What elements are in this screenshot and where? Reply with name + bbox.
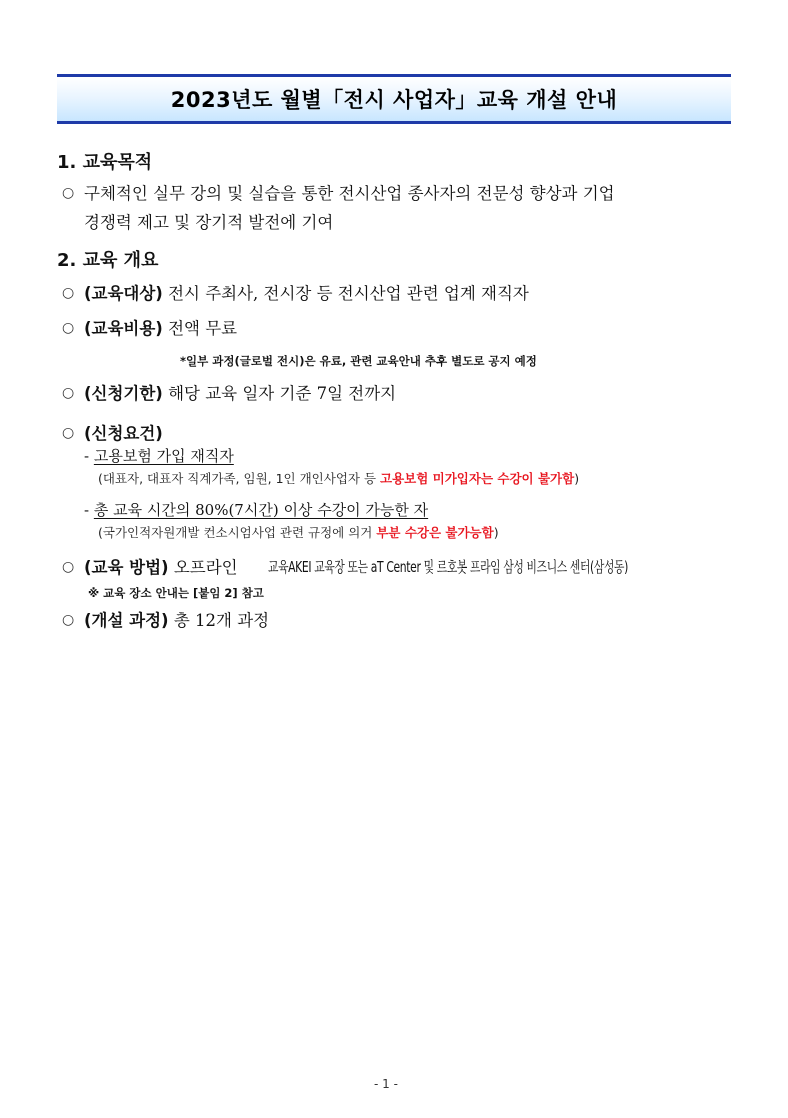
- purpose-line-2: 경쟁력 제고 및 장기적 발전에 기여: [84, 213, 334, 232]
- method-row: [84, 554, 238, 578]
- deadline-label: (신청기한): [84, 384, 163, 403]
- cost-label: (교육비용): [84, 319, 163, 338]
- requirement-2: [84, 499, 428, 520]
- dash: -: [84, 501, 90, 519]
- document-title: 2023년도 월별「전시 사업자」교육 개설 안내: [170, 88, 618, 112]
- courses-label: (개설 과정): [84, 611, 169, 630]
- bullet-icon: ○: [62, 185, 75, 201]
- requirement-1-text: 고용보험 가입 재직자: [93, 447, 234, 465]
- requirement-1: [84, 445, 234, 466]
- section-2-heading: 2. 교육 개요: [57, 250, 159, 271]
- requirement-2-text: 총 교육 시간의 80%(7시간) 이상 수강이 가능한 자: [93, 501, 429, 519]
- method-location: 교육AKEI 교육장 또는 aT Center 및 르호봇 프라임 삼성 비즈니스 센터(삼성동): [268, 558, 628, 576]
- bullet-icon: ○: [62, 320, 75, 336]
- method-note: ※ 교육 장소 안내는 [붙임 2] 참고: [88, 586, 264, 600]
- method-label: (교육 방법): [84, 558, 169, 577]
- title-banner: [57, 74, 731, 124]
- requirement-2-detail: (국가인적자원개발 컨소시엄사업 관련 규정에 의거 부분 수강은 불가능함): [98, 525, 499, 540]
- requirement-1-detail: (대표자, 대표자 직계가족, 임원, 1인 개인사업자 등 고용보험 미가입자는 수강이 불가함): [98, 471, 580, 486]
- requirement-1-warning: 고용보험 미가입자는 수강이 불가함: [380, 471, 575, 486]
- target-text: 전시 주최사, 전시장 등 전시산업 관련 업계 재직자: [168, 284, 529, 303]
- dash: -: [84, 447, 90, 465]
- bullet-icon: ○: [62, 559, 75, 575]
- deadline-row: [84, 380, 396, 404]
- bullet-icon: ○: [62, 285, 75, 301]
- bullet-icon: ○: [62, 425, 75, 441]
- bullet-icon: ○: [62, 385, 75, 401]
- courses-row: [84, 607, 269, 631]
- courses-text: 총 12개 과정: [173, 611, 270, 630]
- requirements-label: (신청요건): [84, 424, 163, 443]
- deadline-text: 해당 교육 일자 기준 7일 전까지: [168, 384, 397, 403]
- requirement-2-warning: 부분 수강은 불가능함: [376, 525, 494, 540]
- cost-text: 전액 무료: [168, 319, 238, 338]
- bullet-icon: ○: [62, 612, 75, 628]
- section-1-heading: 1. 교육목적: [57, 152, 153, 173]
- target-row: [84, 280, 529, 304]
- method-text: 오프라인: [173, 558, 238, 577]
- cost-note: *일부 과정(글로벌 전시)은 유료, 관련 교육안내 추후 별도로 공지 예정: [180, 354, 537, 368]
- target-label: (교육대상): [84, 284, 163, 303]
- page-number: - 1 -: [374, 1077, 398, 1091]
- purpose-line-1: 구체적인 실무 강의 및 실습을 통한 전시산업 종사자의 전문성 향상과 기업: [84, 184, 615, 203]
- cost-row: [84, 315, 237, 339]
